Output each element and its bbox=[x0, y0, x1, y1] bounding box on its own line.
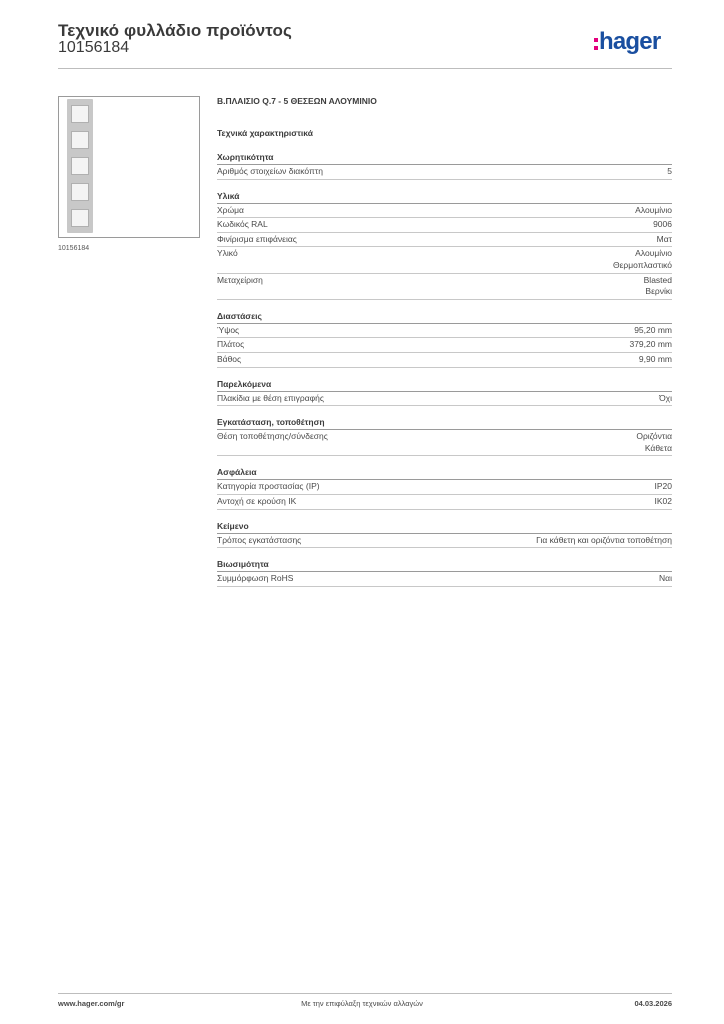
spec-value-line: Ματ bbox=[656, 233, 672, 244]
spec-value bbox=[667, 166, 672, 178]
spec-label: Πλάτος bbox=[217, 339, 245, 350]
section-title: Κείμενο bbox=[217, 521, 672, 534]
spec-value bbox=[655, 496, 673, 508]
document-title: Τεχνικό φυλλάδιο προϊόντος bbox=[58, 21, 292, 40]
spec-value bbox=[644, 275, 672, 298]
spec-label: Μεταχείριση bbox=[217, 274, 263, 285]
spec-label: Βάθος bbox=[217, 353, 242, 364]
spec-row bbox=[217, 165, 672, 180]
spec-section bbox=[217, 521, 672, 549]
spec-value-line: 379,20 mm bbox=[629, 339, 672, 350]
spec-value-line: Βερνίκι bbox=[645, 286, 672, 297]
spec-row bbox=[217, 338, 672, 353]
spec-row bbox=[217, 353, 672, 368]
spec-value bbox=[536, 535, 672, 547]
spec-label: Τρόπος εγκατάστασης bbox=[217, 534, 302, 545]
spec-row bbox=[217, 324, 672, 339]
spec-value-line: Οριζόντια bbox=[636, 431, 672, 442]
spec-label: Συμμόρφωση RoHS bbox=[217, 573, 294, 584]
footer-date: 04.03.2026 bbox=[634, 999, 672, 1008]
spec-label: Φινίρισμα επιφάνειας bbox=[217, 233, 297, 244]
spec-value-line: Ναι bbox=[659, 573, 672, 584]
frame-5-gang-image bbox=[67, 99, 93, 233]
spec-row bbox=[217, 218, 672, 233]
spec-row bbox=[217, 495, 672, 510]
spec-value-line: Αλουμίνιο bbox=[635, 204, 672, 215]
spec-value bbox=[659, 573, 672, 585]
spec-label: Αντοχή σε κρούση IK bbox=[217, 495, 297, 506]
spec-section bbox=[217, 467, 672, 509]
spec-label: Χρώμα bbox=[217, 204, 244, 215]
section-title: Παρελκόμενα bbox=[217, 379, 672, 392]
spec-value bbox=[635, 205, 672, 217]
spec-sections bbox=[217, 152, 672, 587]
spec-row bbox=[217, 572, 672, 587]
spec-label: Θέση τοποθέτησης/σύνδεσης bbox=[217, 431, 328, 442]
image-caption: 10156184 bbox=[58, 245, 90, 252]
spec-value-line: Όχι bbox=[659, 392, 672, 403]
spec-section bbox=[217, 559, 672, 587]
spec-row bbox=[217, 247, 672, 273]
footer-website: www.hager.com/gr bbox=[58, 999, 125, 1008]
spec-section bbox=[217, 152, 672, 180]
spec-row bbox=[217, 430, 672, 456]
spec-value bbox=[655, 481, 673, 493]
spec-value-line: Κάθετα bbox=[644, 442, 672, 453]
section-title: Εγκατάσταση, τοποθέτηση bbox=[217, 417, 672, 430]
section-title: Χωρητικότητα bbox=[217, 152, 672, 165]
product-name: Β.ΠΛΑΙΣΙΟ Q.7 - 5 ΘΕΣΕΩΝ ΑΛΟΥΜΙΝΙΟ bbox=[217, 96, 377, 106]
logo-text: hager bbox=[599, 28, 661, 55]
spec-value-line: 9,90 mm bbox=[638, 353, 672, 364]
spec-section bbox=[217, 191, 672, 300]
spec-value bbox=[636, 431, 672, 454]
spec-row bbox=[217, 233, 672, 248]
spec-value-line: Θερμοπλαστικό bbox=[612, 259, 672, 270]
section-title: Ασφάλεια bbox=[217, 467, 672, 480]
spec-value-line: Για κάθετη και οριζόντια τοποθέτηση bbox=[536, 534, 672, 545]
spec-value bbox=[613, 248, 672, 271]
spec-row bbox=[217, 534, 672, 549]
spec-section bbox=[217, 379, 672, 407]
spec-value bbox=[659, 393, 672, 405]
spec-value-line: 5 bbox=[667, 166, 672, 176]
spec-section bbox=[217, 311, 672, 368]
footer-divider bbox=[58, 993, 672, 994]
spec-value-line: IK02 bbox=[654, 495, 672, 506]
section-title: Υλικά bbox=[217, 191, 672, 204]
spec-value-line: Αλουμίνιο bbox=[635, 248, 672, 259]
spec-value bbox=[639, 354, 672, 366]
spec-value bbox=[653, 219, 672, 231]
footer-notice: Με την επιφύλαξη τεχνικών αλλαγών bbox=[301, 999, 423, 1008]
section-title: Βιωσιμότητα bbox=[217, 559, 672, 572]
spec-row bbox=[217, 392, 672, 407]
spec-value-line: Blasted bbox=[643, 274, 672, 285]
spec-label: Κατηγορία προστασίας (IP) bbox=[217, 481, 320, 492]
hager-logo bbox=[594, 28, 660, 56]
spec-section bbox=[217, 417, 672, 456]
spec-value-line: IP20 bbox=[654, 481, 672, 492]
spec-value-line: 95,20 mm bbox=[634, 324, 672, 335]
spec-row bbox=[217, 274, 672, 300]
section-title: Διαστάσεις bbox=[217, 311, 672, 324]
spec-content bbox=[217, 96, 672, 598]
logo-dots-icon bbox=[594, 38, 598, 50]
spec-value bbox=[634, 325, 672, 337]
spec-label: Κωδικός RAL bbox=[217, 219, 268, 230]
product-number: 10156184 bbox=[58, 39, 130, 56]
spec-row bbox=[217, 204, 672, 219]
spec-label: Ύψος bbox=[217, 324, 240, 335]
spec-value-line: 9006 bbox=[653, 219, 672, 230]
spec-label: Αριθμός στοιχείων διακόπτη bbox=[217, 166, 323, 176]
spec-value bbox=[629, 339, 672, 351]
spec-row bbox=[217, 480, 672, 495]
spec-label: Υλικό bbox=[217, 248, 238, 259]
spec-value bbox=[657, 234, 672, 246]
tech-heading: Τεχνικά χαρακτηριστικά bbox=[217, 128, 313, 138]
header-divider bbox=[58, 68, 672, 69]
product-image bbox=[58, 96, 200, 238]
spec-label: Πλακίδια με θέση επιγραφής bbox=[217, 392, 324, 403]
